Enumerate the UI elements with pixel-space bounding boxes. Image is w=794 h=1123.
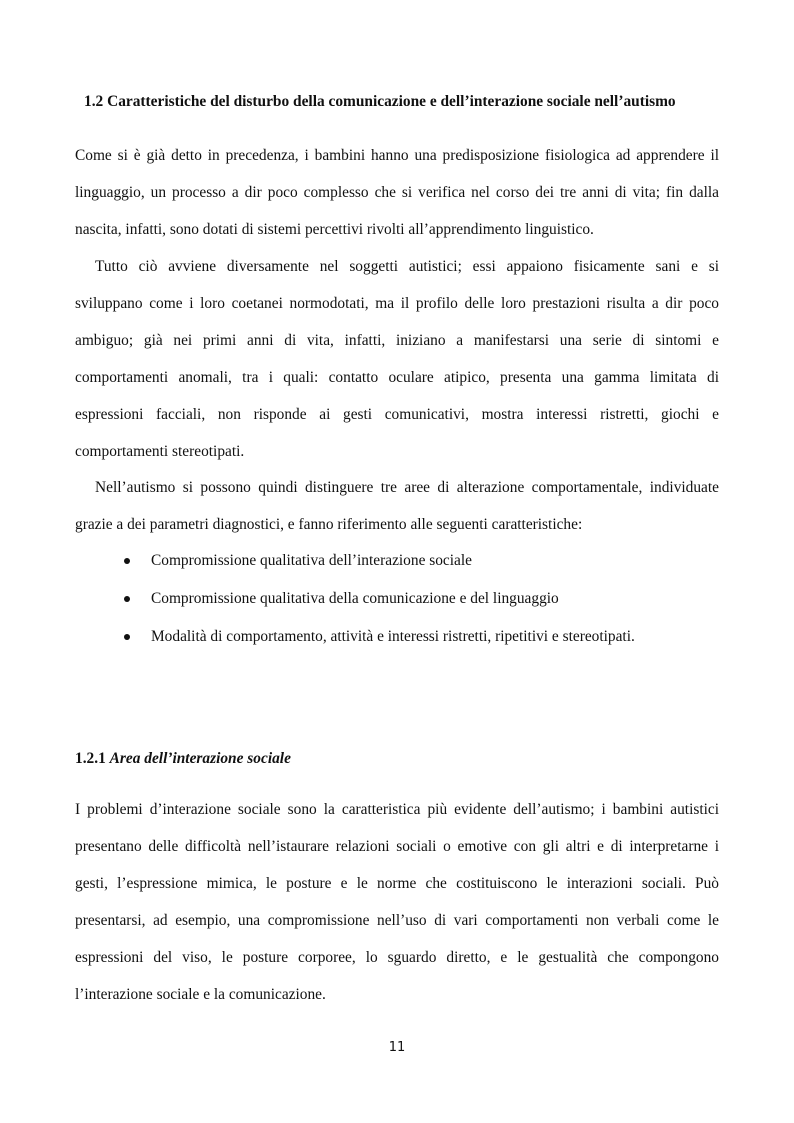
paragraph-autistic-subjects [75, 248, 719, 470]
list-item [120, 618, 635, 656]
list-item [120, 542, 635, 580]
paragraph-line: gesti, l’espressione mimica, le posture e le norme che costituiscono le interazioni sociali. Può [75, 875, 719, 892]
paragraph-line: sviluppano come i loro coetanei normodotati, ma il profilo delle loro prestazioni risulta a dir poco [75, 295, 719, 312]
subsection-heading [75, 750, 291, 768]
paragraph-line: espressioni facciali, non risponde ai gesti comunicativi, mostra interessi ristretti, giochi e [75, 406, 719, 423]
bullet-icon [124, 596, 130, 602]
paragraph-line: Nell’autismo si possono quindi distinguere tre aree di alterazione comportamentale, individuate [95, 479, 719, 496]
paragraph-line: nascita, infatti, sono dotati di sistemi percettivi rivolti all’apprendimento linguistico. [75, 221, 594, 238]
paragraph-line: I problemi d’interazione sociale sono la caratteristica più evidente dell’autismo; i bambini autistici [75, 801, 719, 818]
paragraph-line: Come si è già detto in precedenza, i bambini hanno una predisposizione fisiologica ad apprendere il [75, 147, 719, 164]
list-item-text: Modalità di comportamento, attività e interessi ristretti, ripetitivi e stereotipati. [151, 628, 635, 645]
paragraph-line: ambiguo; già nei primi anni di vita, infatti, iniziano a manifestarsi una serie di sintomi e [75, 332, 719, 349]
section-heading: 1.2 Caratteristiche del disturbo della comunicazione e dell’interazione sociale nell’autismo [84, 93, 676, 110]
bullet-icon [124, 634, 130, 640]
paragraph-line: comportamenti stereotipati. [75, 443, 245, 460]
page-number: 11 [388, 1040, 406, 1055]
paragraph-line: l’interazione sociale e la comunicazione. [75, 986, 326, 1003]
list-item-text: Compromissione qualitativa della comunicazione e del linguaggio [151, 590, 559, 607]
list-item [120, 580, 635, 618]
characteristics-list [120, 542, 635, 656]
paragraph-line: espressioni del viso, le posture corporee, lo sguardo diretto, e le gestualità che compongono [75, 949, 719, 966]
paragraph-line: presentano delle difficoltà nell’istaurare relazioni sociali o emotive con gli altri e di interpretarne i [75, 838, 719, 855]
subsection-number: 1.2.1 [75, 750, 106, 767]
paragraph-line: comportamenti anomali, tra i quali: contatto oculare atipico, presenta una gamma limitata di [75, 369, 719, 386]
paragraph-line: Tutto ciò avviene diversamente nel soggetti autistici; essi appaiono fisicamente sani e si [95, 258, 719, 275]
paragraph-line: presentarsi, ad esempio, una compromissione nell’uso di vari comportamenti non verbali come le [75, 912, 719, 929]
bullet-icon [124, 558, 130, 564]
paragraph-line: grazie a dei parametri diagnostici, e fanno riferimento alle seguenti caratteristiche: [75, 516, 583, 533]
subsection-title: Area dell’interazione sociale [109, 750, 291, 767]
paragraph-social-interaction [75, 791, 719, 1013]
list-item-text: Compromissione qualitativa dell’interazione sociale [151, 552, 472, 569]
paragraph-three-areas [75, 469, 719, 543]
paragraph-line: linguaggio, un processo a dir poco complesso che si verifica nel corso dei tre anni di vita; fin dalla [75, 184, 719, 201]
paragraph-intro [75, 137, 719, 248]
